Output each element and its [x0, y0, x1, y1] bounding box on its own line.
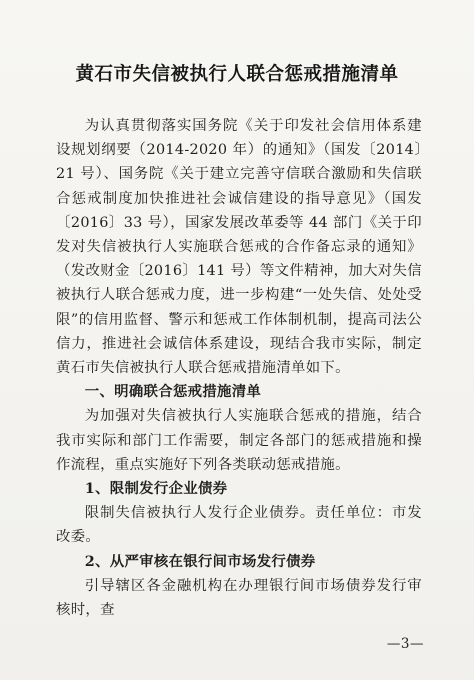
document-title: 黄石市失信被执行人联合惩戒措施清单 — [75, 64, 399, 85]
item-heading-2: 2、从严审核在银行间市场发行债券 — [84, 552, 316, 570]
page-number: —3— — [386, 636, 424, 652]
section-paragraph-1: 为加强对失信被执行人实施联合惩戒的措施，结合我市实际和部门工作需要，制定各部门的惩戒措施和操作流程，重点实施好下列各类联动惩戒措施。 — [56, 408, 422, 473]
item-paragraph-2: 引导辖区各金融机构在办理银行间市场债券发行审核时，查 — [56, 577, 422, 619]
intro-paragraph: 为认真贯彻落实国务院《关于印发社会信用体系建设规划纲要（2014-2020 年）的通知》（国发〔2014〕21 号）、国务院《关于建立完善守信联合激励和失信联合惩戒制度加快推进社会诚信建设的指导意见》（国发〔2016〕33 号），国家发展改革委等 44 部门《关于印发对失信被执行人实施联合惩戒的合作备忘录的通知》（发改财金〔2016〕141 号）等文件精神，加大对失信被执行人联合惩戒力度，进一步构建“一处失信、处处受限”的信用监督、警示和惩戒工作体制机制，提高司法公信力，推进社会诚信体系建设，现结合我市实际，制定黄石市失信被执行人联合惩戒措施清单如下。 — [56, 118, 422, 377]
item-heading-1: 1、限制发行企业债券 — [84, 480, 228, 498]
item-paragraph-1: 限制失信被执行人发行企业债券。责任单位：市发改委。 — [56, 505, 422, 546]
document-body — [56, 114, 422, 622]
section-heading-1: 一、明确联合惩戒措施清单 — [84, 384, 262, 401]
